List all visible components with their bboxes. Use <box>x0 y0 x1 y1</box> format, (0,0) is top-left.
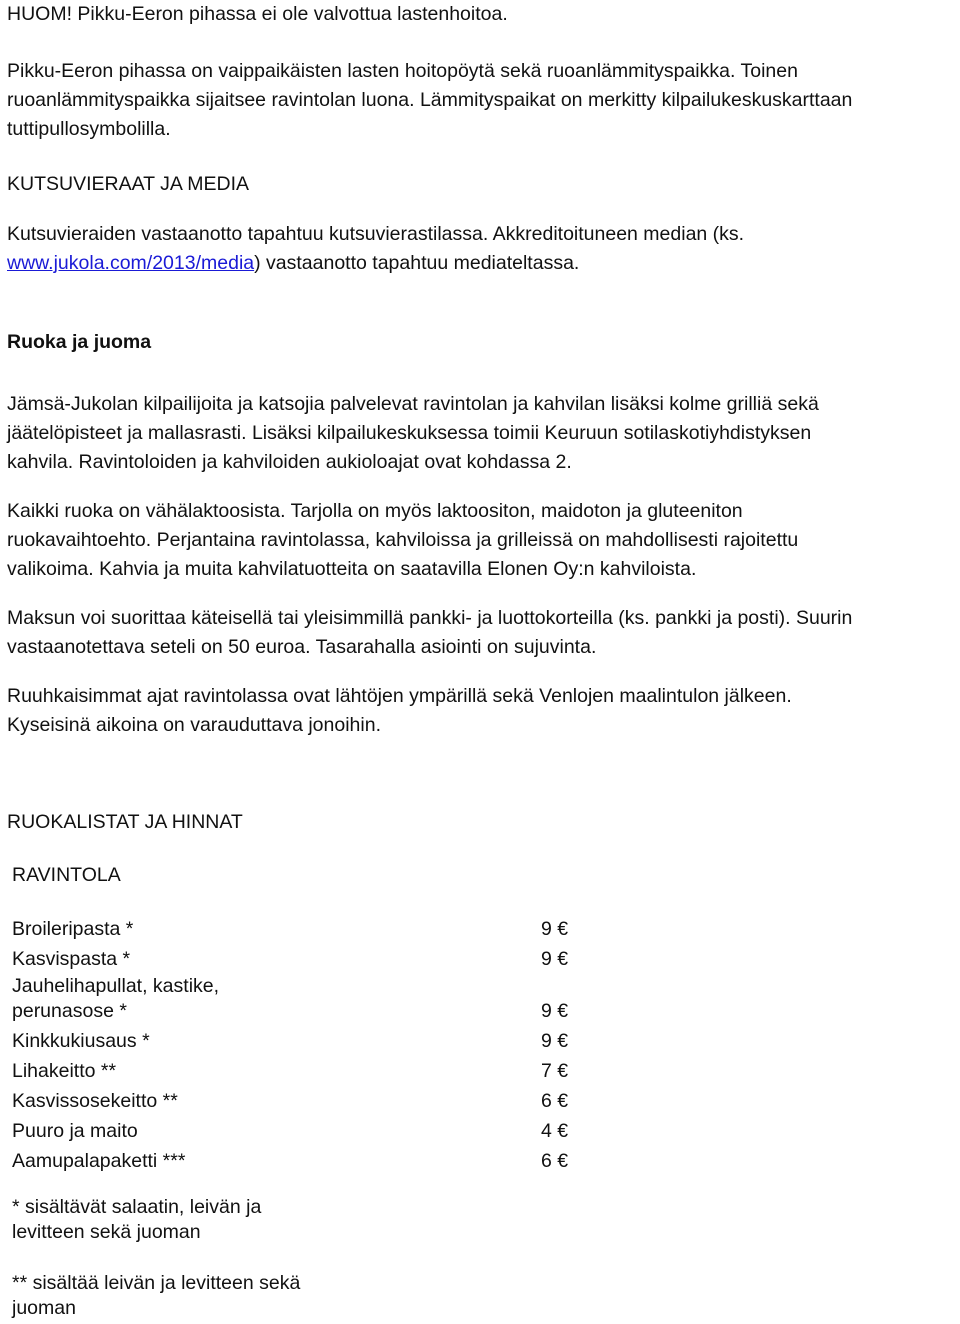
restaurant-menu <box>12 912 572 1174</box>
pihassa-line-1: Pikku-Eeron pihassa on vaippaikäisten lasten hoitopöytä sekä ruoanlämmityspaikka. Toinen <box>7 60 798 82</box>
food-p4-line-1: Ruuhkaisimmat ajat ravintolassa ovat lähtöjen ympärillä sekä Venlojen maalintulon jälkeen. <box>7 685 792 707</box>
pihassa-paragraph <box>7 57 852 144</box>
menu-item <box>12 1144 572 1174</box>
food-p2-line-1: Kaikki ruoka on vähälaktoosista. Tarjolla on myös laktoositon, maidoton ja gluteeniton <box>7 500 743 522</box>
footnote-single-line-1: * sisältävät salaatin, leivän ja <box>12 1196 262 1218</box>
food-paragraph-3 <box>7 604 852 662</box>
food-p2-line-3: valikoima. Kahvia ja muita kahvilatuotteita on saatavilla Elonen Oy:n kahviloista. <box>7 558 697 580</box>
menu-item-name: Puuro ja maito <box>12 1120 138 1142</box>
footnote-double-line-2: juoman <box>12 1297 76 1319</box>
menu-item <box>12 1024 572 1054</box>
menu-item-price: 6 € <box>541 1150 569 1172</box>
menu-item-price: 7 € <box>541 1060 569 1082</box>
menu-item-price: 6 € <box>541 1090 569 1112</box>
food-paragraph-4 <box>7 682 792 740</box>
guests-line-2 <box>7 249 744 278</box>
food-p4-line-2: Kyseisinä aikoina on varauduttava jonoihin. <box>7 714 381 736</box>
food-paragraph-2 <box>7 497 798 584</box>
footnote-double-star <box>12 1271 300 1321</box>
menu-item-name: Broileripasta * <box>12 918 134 940</box>
menu-item-name: Kinkkukiusaus * <box>12 1030 150 1052</box>
food-p2-line-2: ruokavaihtoehto. Perjantaina ravintolassa, kahviloissa ja grilleissä on mahdollisesti rajoitettu <box>7 529 799 551</box>
food-p1-line-2: jäätelöpisteet ja mallasrasti. Lisäksi kilpailukeskuksessa toimii Keuruun sotilaskotiyhdistyksen <box>7 422 812 444</box>
menu-item-name: Kasvispasta * <box>12 948 131 970</box>
guests-line-1: Kutsuvieraiden vastaanotto tapahtuu kutsuvierastilassa. Akkreditoituneen median (ks. <box>7 223 745 245</box>
menu-item-price: 9 € <box>541 948 569 970</box>
food-p3-line-1: Maksun voi suorittaa käteisellä tai yleisimmillä pankki- ja luottokorteilla (ks. pankki ja posti). Suurin <box>7 607 853 629</box>
menu-item-name <box>12 974 219 1024</box>
menu-item <box>12 1084 572 1114</box>
menu-item-price: 4 € <box>541 1120 569 1142</box>
notice-line: HUOM! Pikku-Eeron pihassa ei ole valvottua lastenhoitoa. <box>7 3 508 25</box>
food-heading: Ruoka ja juoma <box>7 331 152 353</box>
menus-heading: RUOKALISTAT JA HINNAT <box>7 811 243 833</box>
menu-item-name-line-2: perunasose * <box>12 1000 127 1022</box>
footnote-single-line-2: levitteen sekä juoman <box>12 1221 201 1243</box>
footnote-double-line-1: ** sisältää leivän ja levitteen sekä <box>12 1272 301 1294</box>
menu-item-price: 9 € <box>541 918 569 940</box>
restaurant-heading: RAVINTOLA <box>12 864 121 886</box>
guests-paragraph <box>7 220 744 278</box>
notice-text <box>7 0 508 29</box>
menu-item-price: 9 € <box>541 1000 569 1022</box>
guests-line-2-rest: ) vastaanotto tapahtuu mediateltassa. <box>254 252 580 274</box>
menu-item <box>12 972 572 1024</box>
footnote-single-star <box>12 1195 261 1245</box>
menu-item <box>12 912 572 942</box>
food-paragraph-1 <box>7 390 819 477</box>
food-p1-line-1: Jämsä-Jukolan kilpailijoita ja katsojia palvelevat ravintolan ja kahvilan lisäksi kolme grilliä sekä <box>7 393 819 415</box>
menu-item-name: Kasvissosekeitto ** <box>12 1090 178 1112</box>
menu-item-name-line-1: Jauhelihapullat, kastike, <box>12 975 220 997</box>
menu-item-name: Aamupalapaketti *** <box>12 1150 186 1172</box>
menu-item <box>12 1054 572 1084</box>
menu-item <box>12 942 572 972</box>
pihassa-line-3: tuttipullosymbolilla. <box>7 118 171 140</box>
guests-heading: KUTSUVIERAAT JA MEDIA <box>7 173 249 195</box>
menu-item <box>12 1114 572 1144</box>
pihassa-line-2: ruoanlämmityspaikka sijaitsee ravintolan luona. Lämmityspaikat on merkitty kilpailukeskuskarttaan <box>7 89 853 111</box>
media-link[interactable]: www.jukola.com/2013/media <box>7 252 255 274</box>
menu-item-price: 9 € <box>541 1030 569 1052</box>
food-p1-line-3: kahvila. Ravintoloiden ja kahviloiden aukioloajat ovat kohdassa 2. <box>7 451 572 473</box>
menu-item-name: Lihakeitto ** <box>12 1060 117 1082</box>
food-p3-line-2: vastaanotettava seteli on 50 euroa. Tasarahalla asiointi on sujuvinta. <box>7 636 597 658</box>
